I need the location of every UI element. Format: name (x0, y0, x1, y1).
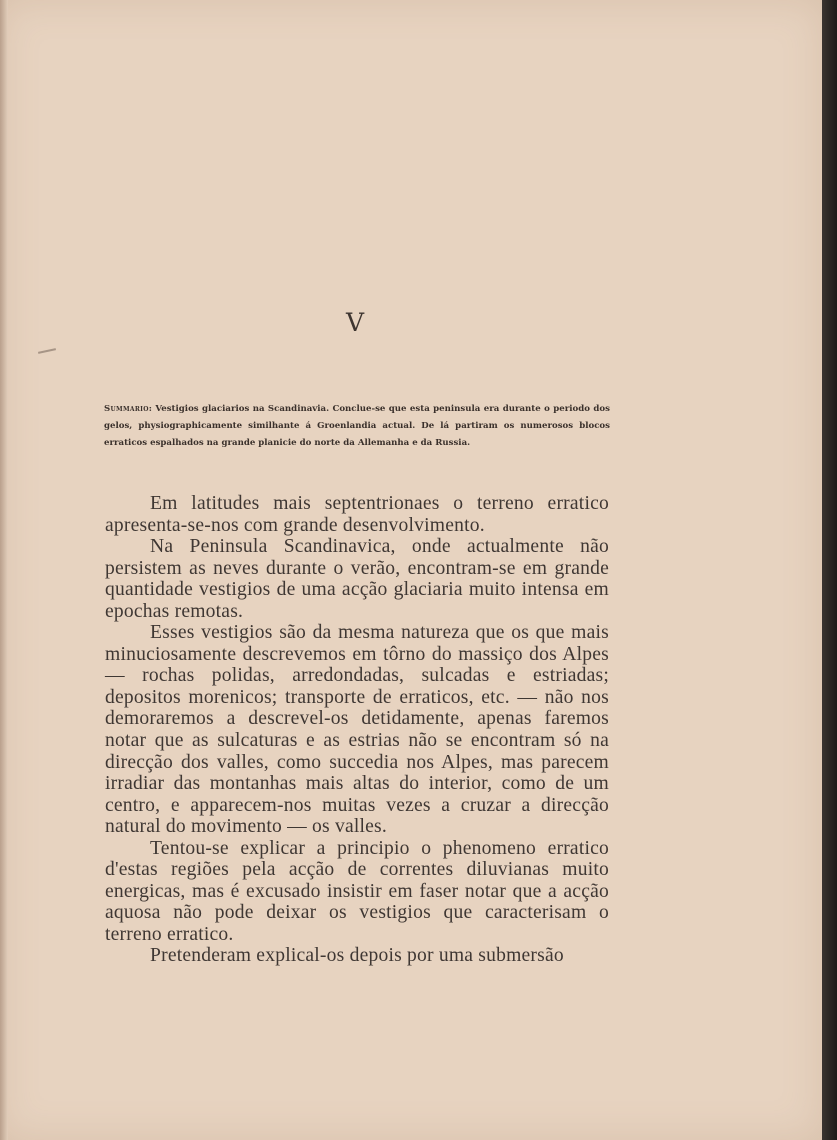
paragraph: Pretenderam explical-os depois por uma submersão (150, 945, 564, 967)
page-edge (822, 0, 837, 1140)
chapter-summary (104, 401, 610, 452)
chapter-numeral: V (345, 308, 365, 337)
ink-mark (38, 348, 56, 354)
summary-text: : Vestigios glaciarios na Scandinavia. Conclue-se que esta peninsula era durante o periodo dos gelos, physiographicamente similhante á Groenlandia actual. De lá partiram os numerosos blocos erraticos espalhados na grande planicie do norte da Allemanha e da Russia. (104, 404, 610, 448)
paragraph: Tentou-se explicar a principio o phenomeno erratico d'estas regiões pela acção de correntes diluvianas muito energicas, mas é excusado insistir em faser notar que a acção aquosa não pode deixar os vestigios que caracterisam o terreno erratico. (105, 837, 609, 945)
paragraph: Em latitudes mais septentrionaes o terreno erratico apresenta-se-nos com grande desenvolvimento. (105, 493, 609, 536)
paragraph: Esses vestigios são da mesma natureza que os que mais minuciosamente descrevemos em tôrno do massiço dos Alpes — rochas polidas, arredondadas, sulcadas e estriadas; depositos morenicos; transporte de erraticos, etc. — não nos demoraremos a descrevel-os detidamente, apenas faremos notar que as sulcaturas e as estrias não se encontram só na direcção dos valles, como succedia nos Alpes, mas parecem irradiar das montanhas mais altas do interior, como de um centro, e apparecem-nos muitas vezes a cruzar a direcção natural do movimento — os valles. (105, 622, 609, 838)
body-text (105, 493, 609, 967)
page-spine (0, 0, 8, 1140)
summary-label: Summario (104, 404, 149, 414)
paragraph: Na Peninsula Scandinavica, onde actualmente não persistem as neves durante o verão, encontram-se em grande quantidade vestigios de uma acção glaciaria muito intensa em epochas remotas. (105, 536, 609, 622)
